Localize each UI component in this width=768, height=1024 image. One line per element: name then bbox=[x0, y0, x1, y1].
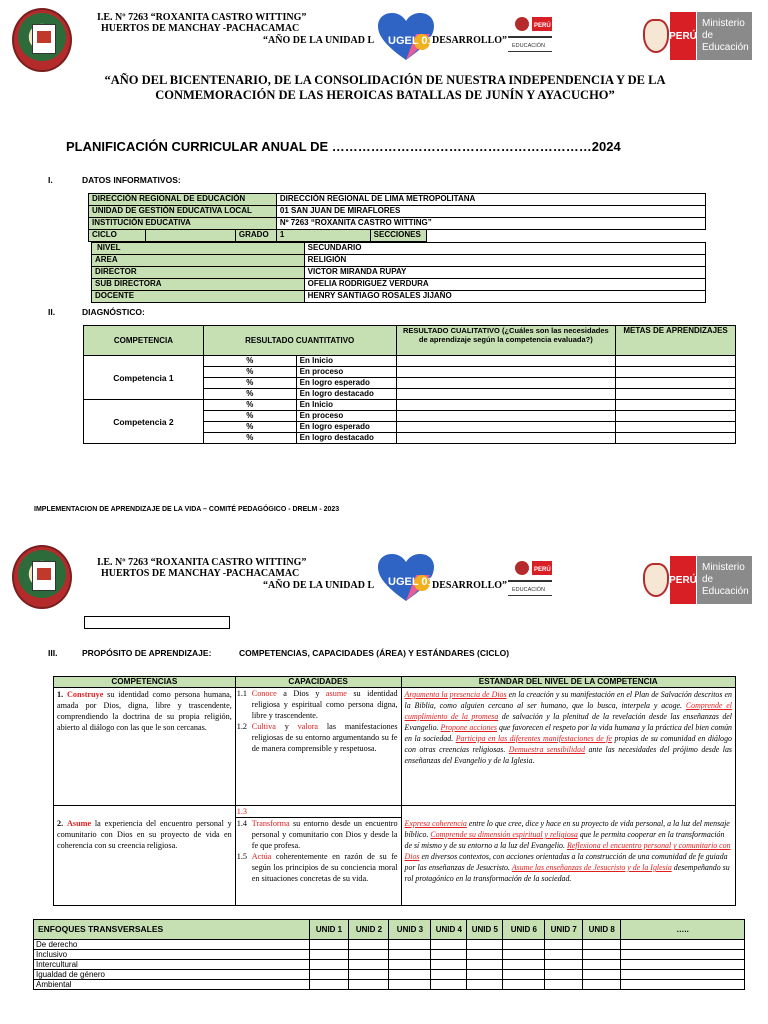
minedu-small-logo-2 bbox=[506, 558, 554, 604]
table-row: INSTITUCIÓN EDUCATIVA Nº 7263 “ROXANITA CASTRO WITTING” bbox=[89, 218, 706, 230]
school-crest-logo bbox=[12, 8, 72, 72]
estandar-1: Argumenta la presencia de Dios en la creación y su manifestación en el Plan de Salvación descritos en la Biblia, como alguien cercano al ser humano, que lo busca, interpela y acoge. Comprende el cumplimiento de la promesa de salvación y la plenitud de la revelación desde las enseñanzas del Evangelio. Propone acciones que favorecen el respeto por la vida humana y la práctica del bien común en la sociedad. Participa en las diferentes manifestaciones de fe propias de su comunidad en diálogo con otras creencias religiosas. Demuestra sensibilidad ante las necesidades del prójimo desde las enseñanzas del Evangelio y de la Iglesia. bbox=[401, 688, 735, 806]
school-name-2: I.E. Nº 7263 “ROXANITA CASTRO WITTING” bbox=[97, 557, 307, 568]
table-row: Inclusivo bbox=[34, 950, 745, 960]
prop-header-competencias: COMPETENCIAS bbox=[54, 677, 236, 688]
svg-text:EDUCACIÓN: EDUCACIÓN bbox=[512, 587, 546, 593]
unit-header: UNID 4 bbox=[431, 920, 467, 940]
year-line-right: DESARROLLO” bbox=[432, 35, 508, 46]
table-row: SUB DIRECTORA OFELIA RODRIGUEZ VERDURA bbox=[92, 279, 706, 291]
section-2-number: II. bbox=[48, 307, 56, 317]
table-row: DIRECTOR VICTOR MIRANDA RUPAY bbox=[92, 267, 706, 279]
datos-table bbox=[88, 193, 706, 242]
table-row: % En logro esperado bbox=[84, 378, 736, 389]
capacidades-2: 1.3 1.4 Transforma su entorno desde un encuentro personal y comunitario con Dios y desde la fe que profesa. 1.5 Actúa coherentemente en razón de su fe según los principios de su conciencia moral en situaciones concretas de su vida. bbox=[235, 806, 401, 906]
school-location: HUERTOS DE MANCHAY -PACHACAMAC bbox=[101, 23, 300, 34]
table-row: Intercultural bbox=[34, 960, 745, 970]
table-row: UNIDAD DE GESTIÓN EDUCATIVA LOCAL 01 SAN JUAN DE MIRAFLORES bbox=[89, 206, 706, 218]
estandar-2: Expresa coherencia entre lo que cree, dice y hace en su proyecto de vida personal, a la luz del mensaje bíblico. Comprende su dimensión espiritual y religiosa que le permita cooperar en la transformación de sí mismo y de su entorno a la luz del Evangelio. Reflexiona el encuentro personal y comunitario con Dios en diversos contextos, con acciones orientadas a la construcción de una comunidad de fe guiada por las enseñanzas de Jesucristo. Asume las enseñanzas de Jesucristo y de la Iglesia desempeñando su rol protagónico en la transformación de la sociedad. bbox=[401, 806, 735, 906]
school-name: I.E. Nº 7263 “ROXANITA CASTRO WITTING” bbox=[97, 12, 307, 23]
minedu-small-logo bbox=[506, 14, 554, 60]
table-row: AREA RELIGIÓN bbox=[92, 255, 706, 267]
plan-title: PLANIFICACIÓN CURRICULAR ANUAL DE ……………………………………………………2024 bbox=[66, 139, 621, 154]
footer-line: IMPLEMENTACION DE APRENDIZAJE DE LA VIDA – COMITÉ PEDAGÓGICO - DRELM - 2023 bbox=[34, 506, 340, 513]
section-1-number: I. bbox=[48, 175, 53, 185]
table-row: Competencia 1 % En Inicio bbox=[84, 356, 736, 367]
year-line-right-2: DESARROLLO” bbox=[432, 580, 508, 591]
table-row bbox=[54, 806, 736, 906]
table-row: Ambiental bbox=[34, 980, 745, 990]
ministry-label-2: Ministerio de Educación bbox=[697, 556, 752, 604]
unit-header: ….. bbox=[621, 920, 745, 940]
table-row bbox=[54, 688, 736, 806]
diag-header-competencia: COMPETENCIA bbox=[84, 326, 204, 356]
unit-header: UNID 7 bbox=[545, 920, 583, 940]
year-title: “AÑO DEL BICENTENARIO, DE LA CONSOLIDACIÓN DE NUESTRA INDEPENDENCIA Y DE LA CONMEMORACIÓN DE LAS HEROICAS BATALLAS DE JUNÍN Y AYACUCHO” bbox=[104, 73, 666, 102]
unit-header: UNID 6 bbox=[503, 920, 545, 940]
table-row: Igualdad de género bbox=[34, 970, 745, 980]
peru-label: PERÚ bbox=[670, 12, 696, 60]
diag-header-cuantitativo: RESULTADO CUANTITATIVO bbox=[203, 326, 396, 356]
prop-header-capacidades: CAPACIDADES bbox=[235, 677, 401, 688]
unit-header: UNID 2 bbox=[349, 920, 389, 940]
proposito-table bbox=[53, 676, 736, 906]
table-row: NIVEL SECUNDARIO bbox=[92, 243, 706, 255]
unit-header: UNID 1 bbox=[309, 920, 349, 940]
diag-header-metas: METAS DE APRENDIZAJES bbox=[616, 326, 736, 356]
datos-table-2 bbox=[91, 242, 706, 303]
svg-text:EDUCACIÓN: EDUCACIÓN bbox=[512, 43, 546, 49]
section-1-title: DATOS INFORMATIVOS: bbox=[82, 175, 181, 185]
peru-shield-icon-2 bbox=[643, 563, 669, 597]
table-row: CICLO GRADO 1 SECCIONES bbox=[89, 230, 706, 242]
svg-text:PERÚ: PERÚ bbox=[534, 23, 551, 29]
section-3-subtitle: COMPETENCIAS, CAPACIDADES (ÁREA) Y ESTÁNDARES (CICLO) bbox=[239, 648, 510, 658]
unit-header: UNID 5 bbox=[467, 920, 503, 940]
competencia-1: 1. Construye su identidad como persona humana, amada por Dios, digna, libre y trascendente, comprendiendo la doctrina de su propia religión, abierto al diálogo con las que le son cercanas. bbox=[54, 688, 236, 806]
table-row: % En logro esperado bbox=[84, 422, 736, 433]
table-row: % En logro destacado bbox=[84, 389, 736, 400]
diagnostic-table bbox=[83, 325, 736, 444]
competencia-2: 2. Asume la experiencia del encuentro personal y comunitario con Dios en su proyecto de vida en coherencia con su creencia religiosa. bbox=[54, 806, 236, 906]
prop-header-estandar: ESTANDAR DEL NIVEL DE LA COMPETENCIA bbox=[401, 677, 735, 688]
table-row: % En proceso bbox=[84, 367, 736, 378]
enfoques-header: ENFOQUES TRANSVERSALES bbox=[34, 920, 310, 940]
unit-header: UNID 8 bbox=[583, 920, 621, 940]
section-3-number: III. bbox=[48, 648, 58, 658]
table-row: DIRECCIÓN REGIONAL DE EDUCACIÓN DIRECCIÓN REGIONAL DE LIMA METROPOLITANA bbox=[89, 194, 706, 206]
svg-text:PERÚ: PERÚ bbox=[534, 567, 551, 573]
table-row: Competencia 2 % En Inicio bbox=[84, 400, 736, 411]
svg-text:UGEL 01: UGEL 01 bbox=[388, 576, 434, 588]
school-crest-logo-2 bbox=[12, 545, 72, 609]
unit-header: UNID 3 bbox=[389, 920, 431, 940]
peru-label-2: PERÚ bbox=[670, 556, 696, 604]
ugel-heart-logo bbox=[376, 12, 436, 62]
year-line-left: “AÑO DE LA UNIDAD L bbox=[263, 35, 375, 46]
table-row: % En logro destacado bbox=[84, 433, 736, 444]
diag-header-cualitativo: RESULTADO CUALITATIVO (¿Cuáles son las necesidades de aprendizaje según la competencia evaluada?) bbox=[396, 326, 616, 356]
ministry-label: Ministerio de Educación bbox=[697, 12, 752, 60]
year-line-left-2: “AÑO DE LA UNIDAD L bbox=[263, 580, 375, 591]
peru-shield-icon bbox=[643, 19, 669, 53]
table-row: % En proceso bbox=[84, 411, 736, 422]
school-location-2: HUERTOS DE MANCHAY -PACHACAMAC bbox=[101, 568, 300, 579]
table-row: De derecho bbox=[34, 940, 745, 950]
section-2-title: DIAGNÓSTICO: bbox=[82, 307, 145, 317]
ugel-heart-logo-2 bbox=[376, 553, 436, 603]
svg-text:UGEL 01: UGEL 01 bbox=[388, 35, 434, 47]
capacidades-1: 1.1 Conoce a Dios y asume su identidad religiosa y espiritual como persona digna, libre y trascendente. 1.2 Cultiva y valora las manifestaciones religiosas de su entorno argumentando su fe de manera comprensible y respetuosa. bbox=[235, 688, 401, 806]
empty-field-box[interactable] bbox=[84, 616, 230, 629]
section-3-title: PROPÓSITO DE APRENDIZAJE: bbox=[82, 648, 212, 658]
table-row: DOCENTE HENRY SANTIAGO ROSALES JIJAÑO bbox=[92, 291, 706, 303]
enfoques-table bbox=[33, 919, 745, 990]
